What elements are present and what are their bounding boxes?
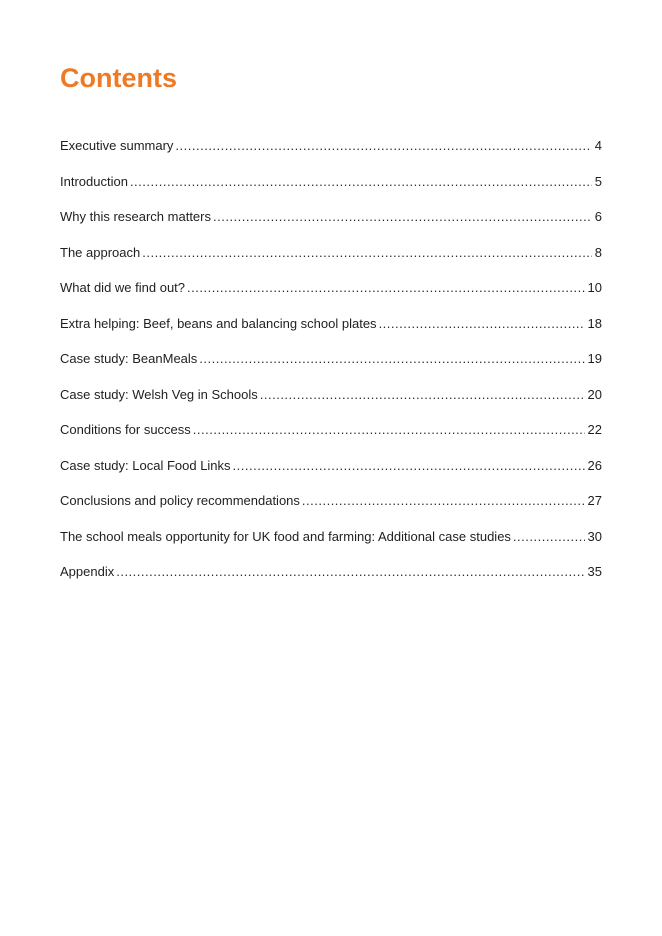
toc-entry-label: Appendix [60, 564, 115, 579]
toc-entry[interactable] [60, 135, 602, 171]
toc-dot-leader [213, 206, 592, 228]
toc-dot-leader [199, 348, 584, 370]
toc-dot-leader [116, 561, 584, 583]
toc-entry-page-number: 8 [594, 244, 602, 260]
toc-entry-page-number: 19 [587, 351, 602, 366]
toc-entry-page-number: 18 [587, 315, 602, 331]
toc-entry-label: Conditions for success [60, 422, 191, 437]
toc-entry[interactable] [60, 384, 602, 420]
toc-entry[interactable] [60, 490, 602, 526]
toc-entry-label: Introduction [60, 173, 128, 189]
toc-entry-label: Why this research matters [60, 209, 211, 224]
toc-dot-leader [379, 313, 585, 335]
toc-entry[interactable] [60, 171, 602, 207]
table-of-contents [60, 135, 602, 597]
toc-entry[interactable] [60, 455, 602, 491]
toc-dot-leader [513, 526, 585, 548]
toc-entry[interactable] [60, 277, 602, 313]
toc-entry-page-number: 35 [587, 564, 602, 579]
toc-dot-leader [187, 277, 585, 299]
toc-entry-label: Conclusions and policy recommendations [60, 493, 300, 508]
toc-dot-leader [233, 455, 585, 477]
toc-entry-label: Case study: Welsh Veg in Schools [60, 386, 258, 402]
toc-entry-label: Case study: BeanMeals [60, 351, 198, 366]
toc-entry-page-number: 26 [587, 457, 602, 473]
toc-entry-page-number: 10 [587, 280, 602, 295]
toc-entry-page-number: 5 [594, 173, 602, 189]
toc-dot-leader [193, 419, 585, 441]
toc-dot-leader [142, 242, 592, 264]
toc-entry[interactable] [60, 419, 602, 455]
toc-dot-leader [175, 135, 591, 157]
toc-entry-label: Executive summary [60, 138, 174, 153]
toc-dot-leader [260, 384, 585, 406]
toc-dot-leader [302, 490, 585, 512]
toc-entry[interactable] [60, 526, 602, 562]
toc-entry-label: The approach [60, 244, 141, 260]
toc-entry-label: The school meals opportunity for UK food and farming: Additional case studies [60, 528, 511, 544]
toc-entry-label: Case study: Local Food Links [60, 457, 231, 473]
toc-entry-label: Extra helping: Beef, beans and balancing school plates [60, 315, 377, 331]
toc-entry-page-number: 4 [594, 138, 602, 153]
toc-entry-page-number: 20 [587, 386, 602, 402]
toc-entry[interactable] [60, 348, 602, 384]
toc-entry-page-number: 27 [587, 493, 602, 508]
page-title: Contents [60, 63, 177, 93]
toc-entry-label: What did we find out? [60, 280, 186, 295]
toc-entry[interactable] [60, 313, 602, 349]
toc-entry[interactable] [60, 242, 602, 278]
toc-entry-page-number: 30 [587, 528, 602, 544]
toc-entry[interactable] [60, 206, 602, 242]
toc-entry-page-number: 6 [594, 209, 602, 224]
toc-dot-leader [130, 171, 592, 193]
toc-entry-page-number: 22 [587, 422, 602, 437]
toc-entry[interactable] [60, 561, 602, 597]
